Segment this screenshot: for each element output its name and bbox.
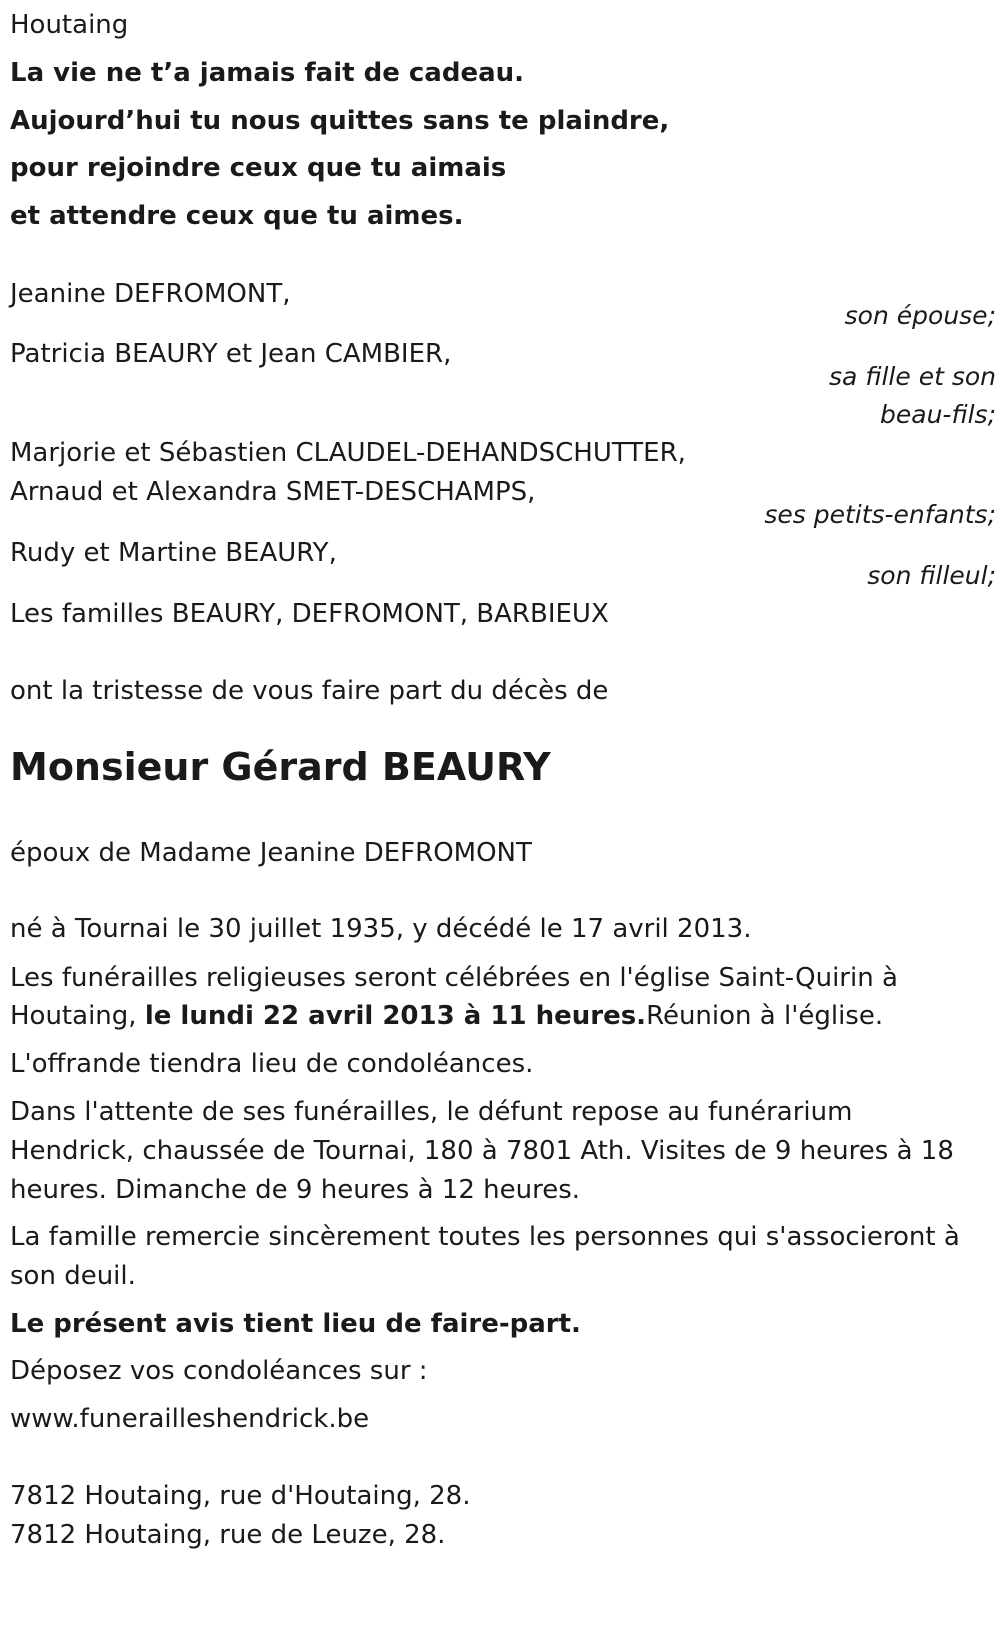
poem-line-2: Aujourd’hui tu nous quittes sans te plaindre, (10, 106, 670, 136)
family-spouse-relation: son épouse; (844, 301, 996, 330)
repose-line-3: heures. Dimanche de 9 heures à 12 heures. (10, 1175, 581, 1205)
born-died: né à Tournai le 30 juillet 1935, y décédé le 17 avril 2013. (10, 914, 752, 944)
family-grandchildren-2: Arnaud et Alexandra SMET-DESCHAMPS, (10, 477, 536, 507)
funeral-line-2-suffix: Réunion à l'église. (646, 1001, 884, 1031)
thanks-line-1: La famille remercie sincèrement toutes les personnes qui s'associeront à (10, 1222, 960, 1252)
spouse-of: époux de Madame Jeanine DEFROMONT (10, 838, 532, 868)
condolences-label: Déposez vos condoléances sur : (10, 1356, 428, 1386)
offering: L'offrande tiendra lieu de condoléances. (10, 1049, 534, 1079)
family-grandchildren-relation: ses petits-enfants; (764, 500, 996, 529)
announcement: ont la tristesse de vous faire part du décès de (10, 676, 609, 706)
family-daughter: Patricia BEAURY et Jean CAMBIER, (10, 339, 452, 369)
address-2: 7812 Houtaing, rue de Leuze, 28. (10, 1520, 446, 1550)
funeral-line-2-prefix: Houtaing, (10, 1001, 145, 1031)
funeral-line-2 (10, 1003, 883, 1029)
place-heading: Houtaing (10, 10, 129, 40)
poem-line-1: La vie ne t’a jamais fait de cadeau. (10, 58, 525, 88)
website-link-text[interactable]: www.funerailleshendrick.be (10, 1404, 370, 1434)
family-grandchildren-1: Marjorie et Sébastien CLAUDEL-DEHANDSCHUTTER, (10, 438, 686, 468)
funeral-date-time: le lundi 22 avril 2013 à 11 heures. (144, 1001, 647, 1031)
family-families: Les familles BEAURY, DEFROMONT, BARBIEUX (10, 599, 609, 629)
notice: Le présent avis tient lieu de faire-part. (10, 1309, 581, 1339)
repose-line-1: Dans l'attente de ses funérailles, le défunt repose au funérarium (10, 1097, 853, 1127)
family-spouse: Jeanine DEFROMONT, (10, 279, 291, 309)
website-link[interactable] (10, 1406, 369, 1432)
poem-line-3: pour rejoindre ceux que tu aimais (10, 153, 507, 183)
family-godson-relation: son filleul; (867, 561, 996, 590)
thanks-line-2: son deuil. (10, 1261, 136, 1291)
address-1: 7812 Houtaing, rue d'Houtaing, 28. (10, 1481, 471, 1511)
funeral-line-1: Les funérailles religieuses seront célébrées en l'église Saint-Quirin à (10, 963, 898, 993)
deceased-name: Monsieur Gérard BEAURY (10, 745, 551, 789)
family-godson: Rudy et Martine BEAURY, (10, 538, 337, 568)
poem-line-4: et attendre ceux que tu aimes. (10, 201, 464, 231)
family-daughter-relation-1: sa fille et son (829, 362, 996, 391)
repose-line-2: Hendrick, chaussée de Tournai, 180 à 7801 Ath. Visites de 9 heures à 18 (10, 1136, 954, 1166)
family-daughter-relation-2: beau-fils; (880, 400, 996, 429)
